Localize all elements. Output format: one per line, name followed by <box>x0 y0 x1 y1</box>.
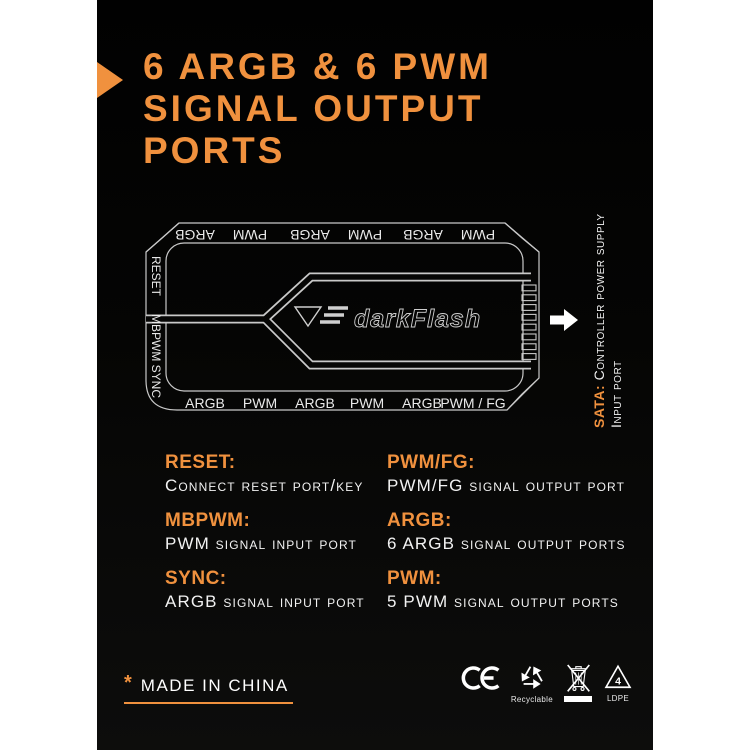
brand-text: darkFlash <box>354 305 482 333</box>
port-label-reset: RESET <box>149 255 163 297</box>
definition-desc: ARGB signal input port <box>165 592 365 611</box>
page-title <box>143 46 492 172</box>
port-label-mbpwm-sync: MBPWM SYNC <box>149 314 163 398</box>
definition-term: PWM/FG: <box>387 452 475 473</box>
certification-symbols <box>460 664 633 704</box>
definition-pwmfg <box>387 452 626 497</box>
sata-desc-line2: Input port <box>608 360 624 428</box>
sata-connector-pins <box>522 285 536 359</box>
sata-term: SATA: <box>591 384 607 428</box>
definition-desc: PWM/FG signal output port <box>387 476 626 495</box>
definition-desc: 5 PWM signal output ports <box>387 592 619 611</box>
definition-term: PWM: <box>387 568 442 589</box>
port-label-bottom-5: ARGB <box>402 395 442 411</box>
controller-diagram <box>145 222 540 412</box>
definition-reset <box>165 452 387 497</box>
port-label-top-1: ARGB <box>175 227 215 243</box>
definition-desc: Connect reset port/key <box>165 476 364 495</box>
port-label-bottom-2: PWM <box>242 395 278 411</box>
recycle-icon <box>517 664 547 692</box>
recyclable-symbol <box>511 664 553 704</box>
darkflash-logo <box>295 305 481 333</box>
weee-symbol <box>564 664 592 702</box>
definition-mbpwm <box>165 510 387 555</box>
weee-bar <box>564 696 592 702</box>
port-label-top-3: ARGB <box>290 227 330 243</box>
port-label-bottom-3: ARGB <box>295 395 335 411</box>
ldpe-number: 4 <box>615 675 621 688</box>
sata-caption <box>591 212 627 428</box>
sata-direction-arrow-icon <box>550 309 578 336</box>
title-line-3: PORTS <box>143 130 286 171</box>
title-arrow-icon <box>97 62 123 98</box>
black-panel <box>97 0 653 750</box>
definition-term: ARGB: <box>387 510 452 531</box>
recyclable-label: Recyclable <box>510 695 553 704</box>
title-line-2: SIGNAL OUTPUT <box>143 88 484 129</box>
ce-mark-icon <box>460 664 500 692</box>
port-label-top-5: ARGB <box>403 227 443 243</box>
title-line-1: 6 ARGB & 6 PWM <box>143 46 492 87</box>
controller-diagram-svg <box>145 222 540 412</box>
ldpe-symbol <box>603 664 633 703</box>
definition-term: SYNC: <box>165 568 227 589</box>
definition-desc: PWM signal input port <box>165 534 357 553</box>
port-label-top-4: PWM <box>347 227 383 243</box>
definition-sync <box>165 568 387 613</box>
port-label-top-2: PWM <box>232 227 268 243</box>
made-in-china-text: MADE IN CHINA <box>140 676 289 695</box>
definition-argb <box>387 510 626 555</box>
port-label-bottom-6: PWM / FG <box>440 395 506 411</box>
definition-desc: 6 ARGB signal output ports <box>387 534 626 553</box>
darkflash-emblem-icon <box>295 307 348 326</box>
made-in-china <box>124 672 293 704</box>
port-label-bottom-1: ARGB <box>185 395 225 411</box>
ldpe-label: LDPE <box>606 694 630 703</box>
crossed-out-bin-icon <box>565 664 592 693</box>
ldpe-triangle-icon <box>603 664 633 691</box>
definition-term: RESET: <box>165 452 236 473</box>
asterisk: * <box>124 672 132 694</box>
port-definitions <box>165 452 626 613</box>
definition-pwm <box>387 568 626 613</box>
definition-term: MBPWM: <box>165 510 251 531</box>
port-label-bottom-4: PWM <box>349 395 385 411</box>
sata-desc-line1: Controller power supply <box>591 213 607 381</box>
port-label-top-6: PWM <box>460 227 496 243</box>
